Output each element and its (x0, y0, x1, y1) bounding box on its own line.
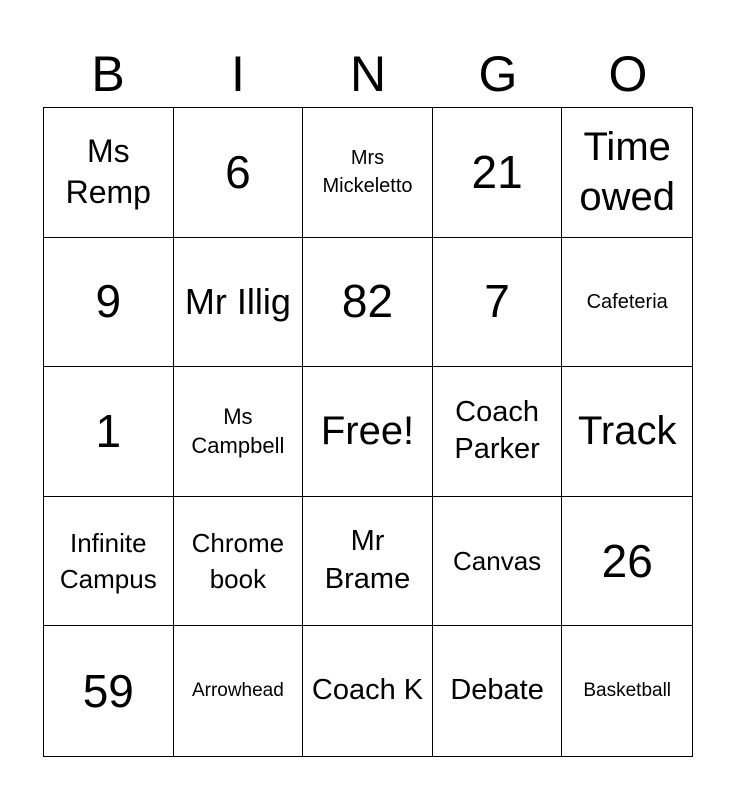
cell-text: 9 (95, 275, 122, 328)
bingo-cell-r5-c4[interactable] (433, 626, 563, 756)
bingo-cell-r4-c2[interactable] (174, 497, 304, 627)
bingo-cell-r3-c2[interactable] (174, 367, 304, 497)
bingo-cell-r2-c3[interactable] (303, 238, 433, 368)
cell-text: 26 (601, 534, 653, 587)
header-letter-o: O (608, 46, 648, 102)
bingo-cell-r3-c1[interactable] (44, 367, 174, 497)
header-letter-i: I (231, 46, 245, 102)
bingo-cell-r4-c4[interactable] (433, 497, 563, 627)
bingo-cell-r1-c4[interactable] (433, 108, 563, 238)
cell-text: Basketball (583, 680, 672, 702)
bingo-cell-r2-c1[interactable] (44, 238, 174, 368)
header-letter-g: G (478, 46, 518, 102)
bingo-header (43, 40, 693, 108)
bingo-cell-r4-c1[interactable] (44, 497, 174, 627)
bingo-cell-r5-c5[interactable] (562, 626, 692, 756)
cell-text: Canvas (453, 545, 542, 576)
cell-text: Track (577, 409, 677, 454)
cell-text: 21 (471, 145, 523, 198)
cell-text: Chrome book (191, 527, 285, 595)
cell-text: Cafeteria (586, 290, 668, 313)
bingo-cell-r1-c5[interactable] (562, 108, 692, 238)
cell-text: Mrs Mickeletto (322, 147, 413, 198)
cell-text: Free! (320, 409, 415, 454)
bingo-cell-r5-c2[interactable] (174, 626, 304, 756)
cell-text: 7 (484, 275, 510, 328)
cell-text: 6 (225, 145, 251, 198)
cell-text: Arrowhead (191, 680, 284, 702)
bingo-cell-r2-c4[interactable] (433, 238, 563, 368)
bingo-cell-r3-c5[interactable] (562, 367, 692, 497)
cell-text: Ms Remp (65, 132, 151, 211)
bingo-cell-r3-c3[interactable] (303, 367, 433, 497)
bingo-cell-r1-c3[interactable] (303, 108, 433, 238)
bingo-cell-r2-c5[interactable] (562, 238, 692, 368)
cell-text: 1 (95, 404, 122, 457)
cell-text: Debate (450, 674, 544, 707)
cell-text: Ms Campbell (191, 403, 285, 459)
bingo-cell-r2-c2[interactable] (174, 238, 304, 368)
cell-text: Infinite Campus (59, 527, 157, 595)
header-letter-b: B (91, 46, 125, 102)
cell-text: 82 (341, 275, 394, 328)
cell-text: 59 (82, 664, 134, 717)
bingo-board (43, 107, 693, 757)
cell-text: Time owed (579, 125, 675, 220)
cell-text: Mr Illig (184, 281, 291, 323)
bingo-cell-r1-c2[interactable] (174, 108, 304, 238)
cell-text: Mr Brame (324, 525, 411, 596)
bingo-cell-r3-c4[interactable] (433, 367, 563, 497)
bingo-cell-r4-c5[interactable] (562, 497, 692, 627)
bingo-cell-r5-c1[interactable] (44, 626, 174, 756)
bingo-cell-r4-c3[interactable] (303, 497, 433, 627)
bingo-cell-r1-c1[interactable] (44, 108, 174, 238)
header-letter-n: N (349, 46, 387, 102)
cell-text: Coach Parker (454, 395, 540, 466)
cell-text: Coach K (311, 674, 424, 707)
bingo-cell-r5-c3[interactable] (303, 626, 433, 756)
